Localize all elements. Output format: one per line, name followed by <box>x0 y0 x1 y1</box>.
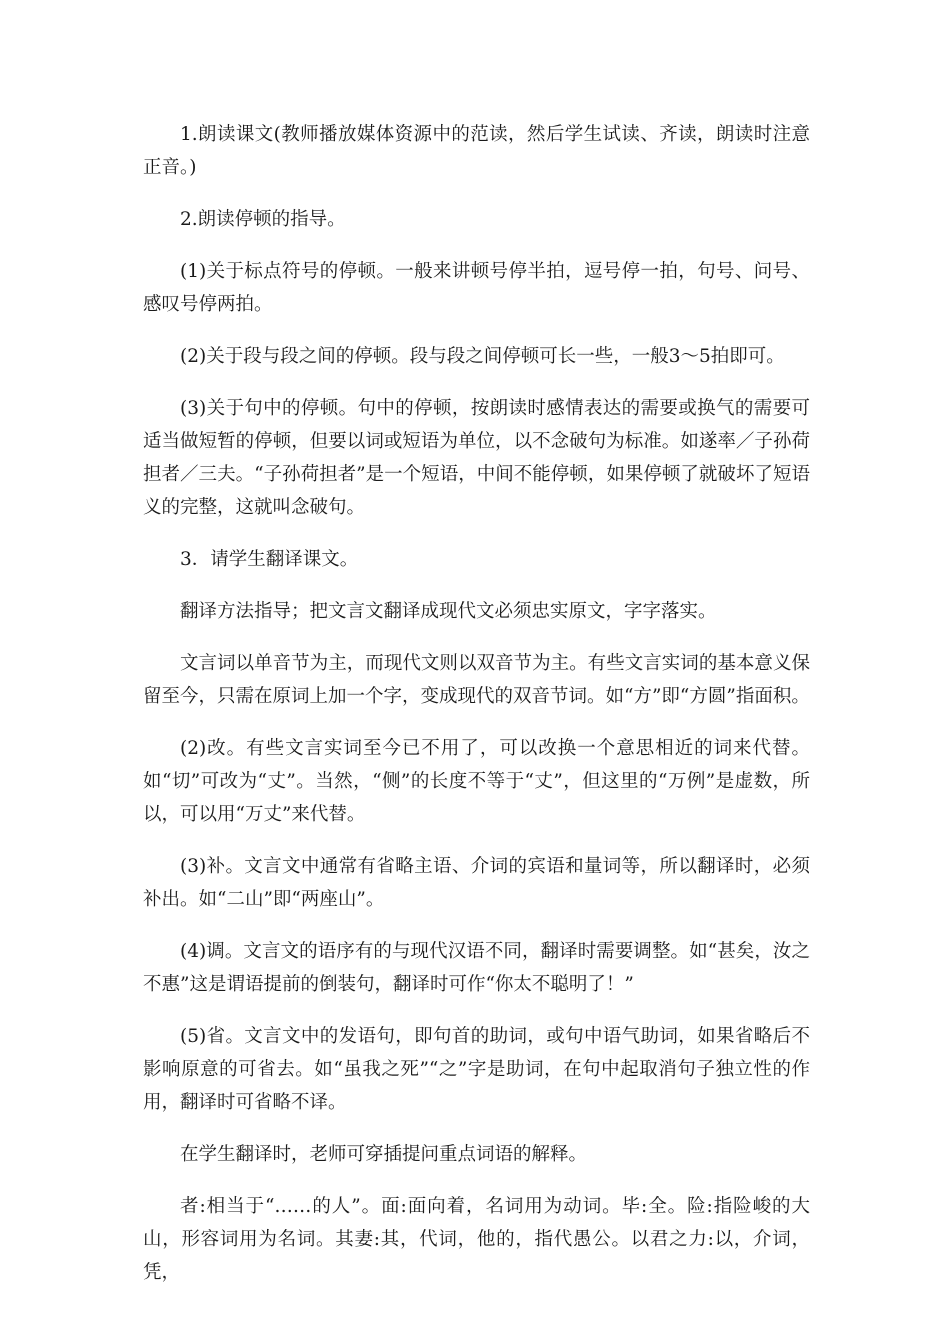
paragraph-omit: (5)省。文言文中的发语句，即句首的助词，或句中语气助词，如果省略后不影响原意的可省去。如“虽我之死”“之”字是助词，在句中起取消句子独立性的作用，翻译时可省略不译。 <box>143 1026 810 1113</box>
paragraph-section-pause: (2)关于段与段之间的停顿。段与段之间停顿可长一些，一般3～5拍即可。 <box>180 346 785 367</box>
paragraph-sentence-pause: (3)关于句中的停顿。句中的停顿，按朗读时感情表达的需要或换气的需要可适当做短暂的停顿，但要以词或短语为单位，以不念破句为标准。如遂率／子孙荷担者／三夫。“子孙荷担者”是一个短语，中间不能停顿，如果停顿了就破坏了短语义的完整，这就叫念破句。 <box>143 398 810 518</box>
paragraph-reading-aloud: 1.朗读课文(教师播放媒体资源中的范读，然后学生试读、齐读，朗读时注意正音。) <box>143 124 810 178</box>
paragraph-reorder: (4)调。文言文的语序有的与现代汉语不同，翻译时需要调整。如“甚矣，汝之不惠”这是谓语提前的倒装句，翻译时可作“你太不聪明了！” <box>143 941 810 995</box>
paragraph-supplement: (3)补。文言文中通常有省略主语、介词的宾语和量词等，所以翻译时，必须补出。如“二山”即“两座山”。 <box>143 856 810 910</box>
paragraph-translate-text: 3．请学生翻译课文。 <box>180 549 359 570</box>
paragraph-monosyllable: 文言词以单音节为主，而现代文则以双音节为主。有些文言实词的基本意义保留至今，只需在原词上加一个字，变成现代的双音节词。如“方”即“方圆”指面积。 <box>143 653 810 707</box>
paragraph-questioning: 在学生翻译时，老师可穿插提问重点词语的解释。 <box>180 1144 588 1165</box>
paragraph-translation-method: 翻译方法指导；把文言文翻译成现代文必须忠实原文，字字落实。 <box>180 601 717 622</box>
paragraph-vocabulary: 者:相当于“……的人”。面:面向着，名词用为动词。毕:全。险:指险峻的大山，形容词用为名词。其妻:其，代词，他的，指代愚公。以君之力:以，介词，凭， <box>143 1196 810 1283</box>
document-body <box>143 118 810 1308</box>
paragraph-replace: (2)改。有些文言实词至今已不用了，可以改换一个意思相近的词来代替。如“切”可改为“丈”。当然，“侧”的长度不等于“丈”，但这里的“万例”是虚数，所以，可以用“万丈”来代替。 <box>143 738 810 825</box>
paragraph-pause-guidance: 2.朗读停顿的指导。 <box>180 209 346 230</box>
paragraph-punctuation-pause: (1)关于标点符号的停顿。一般来讲顿号停半拍，逗号停一拍，句号、问号、感叹号停两拍。 <box>143 261 810 315</box>
